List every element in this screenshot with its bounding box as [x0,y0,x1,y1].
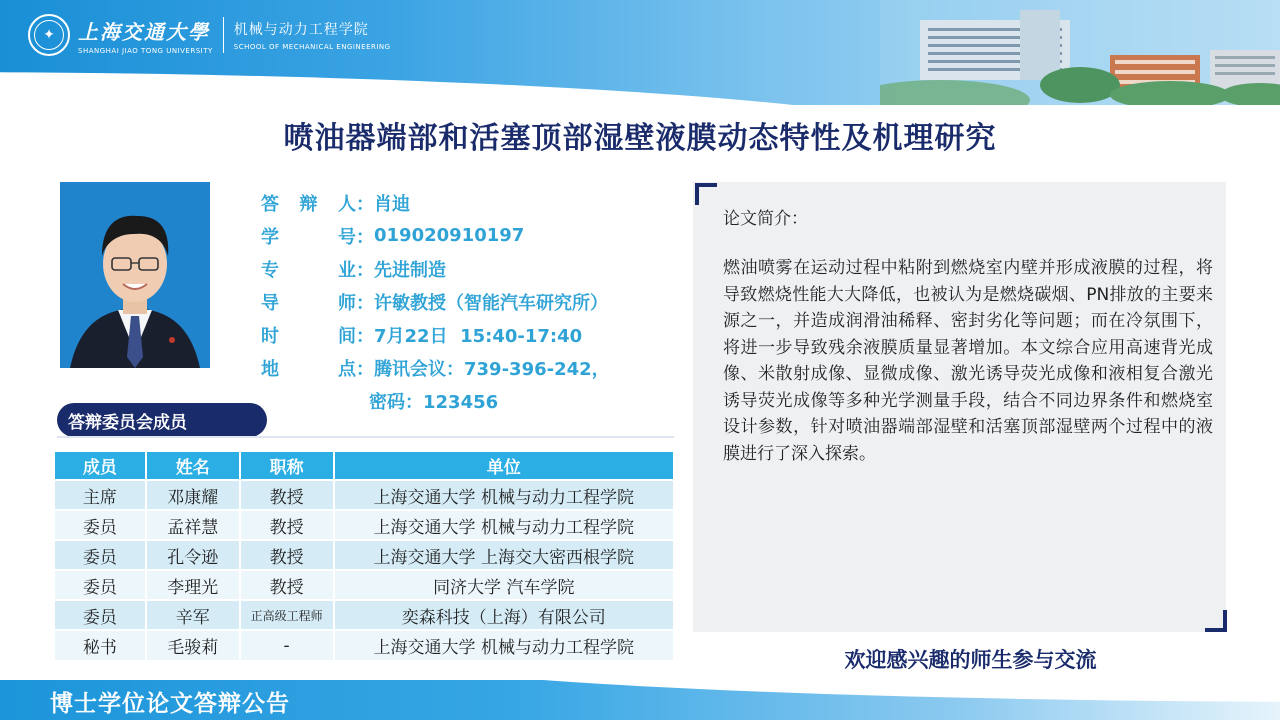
info-label: 学 号 [261,226,356,248]
info-label: 导 师 [261,292,356,314]
committee-divider [57,436,674,438]
table-row [55,510,674,540]
column-header: 成员 [55,452,146,480]
table-row [55,600,674,630]
table-cell: 委员 [55,600,146,630]
welcome-message: 欢迎感兴趣的师生参与交流 [844,648,1097,672]
info-value: 019020910197 [374,225,525,246]
info-value: 腾讯会议：739-396-242， [374,358,610,380]
header-banner [0,0,1280,105]
table-cell: 上海交通大学 机械与动力工程学院 [334,480,674,510]
candidate-photo [60,182,210,368]
table-cell: 邓康耀 [146,480,240,510]
table-cell: 上海交通大学 机械与动力工程学院 [334,630,674,660]
table-row [55,630,674,660]
info-row-defender: 答 辩 人 ： 肖迪 [261,186,610,219]
table-cell: 教授 [240,570,334,600]
info-label: 时 间 [261,325,356,347]
table-header-row [55,452,674,480]
school-name-cn: 机械与动力工程学院 [233,22,369,38]
table-cell: 毛骏莉 [146,630,240,660]
table-row [55,570,674,600]
table-cell: 辛军 [146,600,240,630]
info-value: 先进制造 [374,259,446,281]
info-label: 地 点 [261,358,356,380]
table-cell: 教授 [240,510,334,540]
info-row-student-id: 学 号 ： 019020910197 [261,219,610,252]
info-row-password [261,384,610,417]
info-label: 专 业 [261,259,356,281]
corner-bracket-top-left [695,183,717,205]
info-row-location: 地 点 ： 腾讯会议：739-396-242， [261,351,610,384]
table-cell: 同济大学 汽车学院 [334,570,674,600]
info-value: 许敏教授（智能汽车研究所） [374,292,608,314]
table-cell: 上海交通大学 机械与动力工程学院 [334,510,674,540]
school-name [234,19,391,51]
table-cell: 李理光 [146,570,240,600]
abstract-heading: 论文简介： [723,209,808,229]
table-cell: 教授 [240,540,334,570]
table-cell: - [240,630,334,660]
table-cell: 主席 [55,480,146,510]
table-row [55,540,674,570]
university-logo-group [28,10,391,60]
logo-divider [223,17,224,53]
thesis-title: 喷油器端部和活塞顶部湿壁液膜动态特性及机理研究 [283,121,997,156]
university-seal-icon: ✦ [28,14,70,56]
candidate-info [261,186,610,417]
university-name-en: SHANGHAI JIAO TONG UNIVERSITY [78,46,213,55]
footer-banner [0,680,1280,720]
table-cell: 教授 [240,480,334,510]
table-cell: 奕森科技（上海）有限公司 [334,600,674,630]
info-value: 密码：123456 [369,391,499,413]
table-cell: 正高级工程师 [240,600,334,630]
campus-illustration [880,0,1280,105]
info-row-advisor: 导 师 ： 许敏教授（智能汽车研究所） [261,285,610,318]
table-row [55,480,674,510]
table-cell: 孟祥慧 [146,510,240,540]
announcement-label: 博士学位论文答辩公告 [50,690,290,717]
table-cell: 委员 [55,510,146,540]
info-label: 答 辩 人 [261,193,356,215]
info-row-time: 时 间 ： 7月22日 15:40-17:40 [261,318,610,351]
table-cell: 秘书 [55,630,146,660]
info-row-major: 专 业 ： 先进制造 [261,252,610,285]
abstract-body: 燃油喷雾在运动过程中粘附到燃烧室内壁并形成液膜的过程，将导致燃烧性能大大降低，也被认为是燃烧碳烟、PN排放的主要来源之一，并造成润滑油稀释、密封劣化等问题；而在冷氛围下，将进一步导致残余液膜质量显著增加。本文综合应用高速背光成像、米散射成像、显微成像、激光诱导荧光成像和液相复合激光诱导荧光成像等多种光学测量手段，结合不同边界条件和燃烧室设计参数，针对喷油器端部湿壁和活塞顶部湿壁两个过程中的液膜进行了深入探索。 [723,258,1213,464]
university-name-cn: 上海交通大學 [78,19,210,44]
table-cell: 上海交通大学 上海交大密西根学院 [334,540,674,570]
corner-bracket-bottom-right [1205,610,1227,632]
committee-table [55,452,675,660]
table-cell: 委员 [55,540,146,570]
column-header: 单位 [334,452,674,480]
table-cell: 委员 [55,570,146,600]
column-header: 职称 [240,452,334,480]
info-value: 7月22日 15:40-17:40 [374,325,583,347]
university-name [78,16,213,55]
column-header: 姓名 [146,452,240,480]
table-cell: 孔令逊 [146,540,240,570]
school-name-en: SCHOOL OF MECHANICAL ENGINEERING [233,43,391,51]
info-value: 肖迪 [374,193,410,215]
committee-section-tab: 答辩委员会成员 [57,403,267,437]
